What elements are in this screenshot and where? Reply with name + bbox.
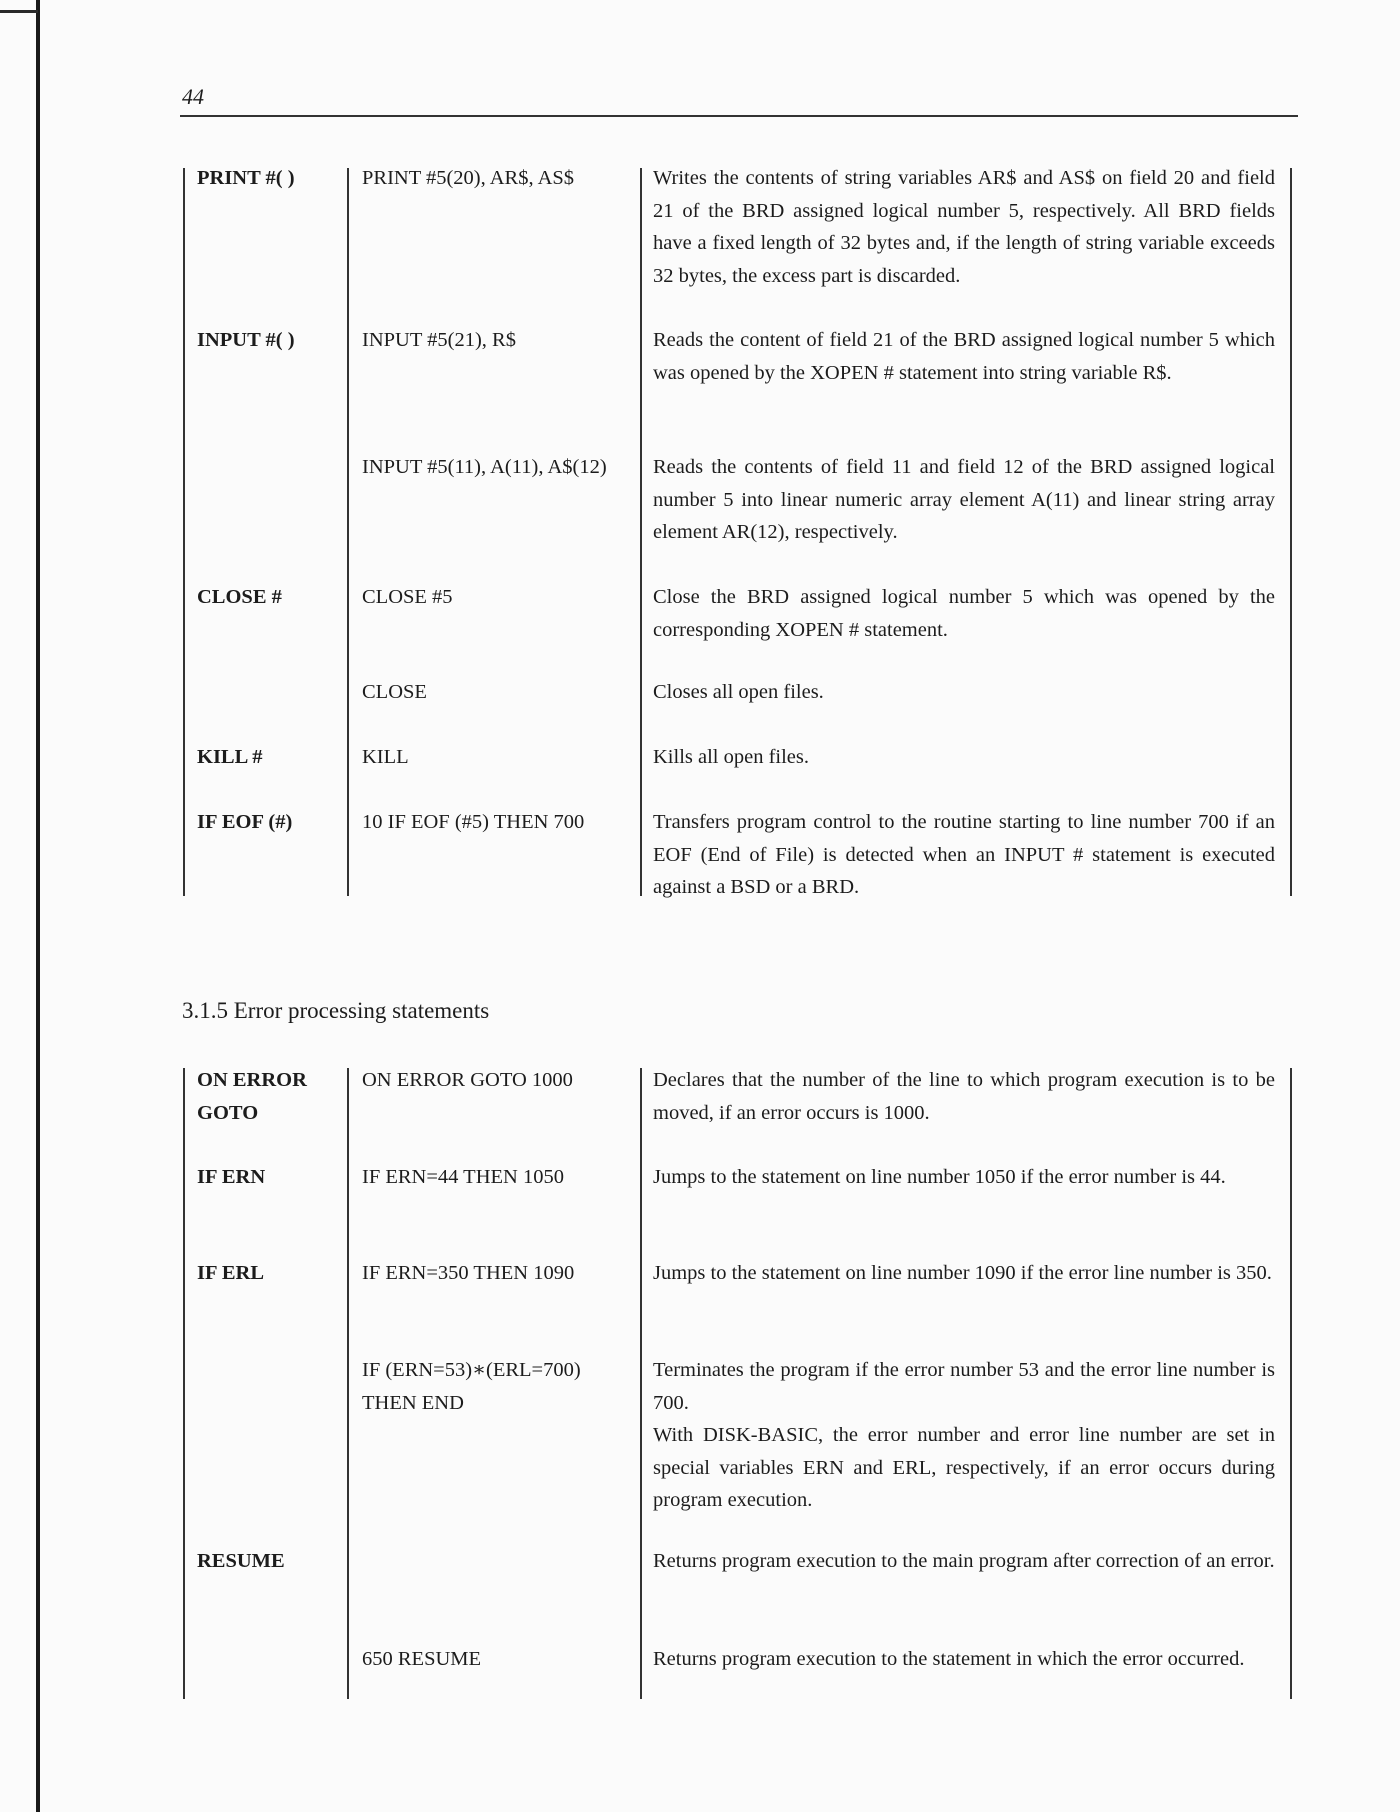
statement-cell: RESUME bbox=[197, 1550, 285, 1572]
section-title: 3.1.5 Error processing statements bbox=[182, 998, 490, 1023]
statement-cell: PRINT #( ) bbox=[197, 167, 295, 189]
description-cell: Returns program execution to the statement in which the error occurred. bbox=[653, 1648, 1245, 1670]
example-cell: ON ERROR GOTO 1000 bbox=[362, 1069, 573, 1091]
statement-cell: ON ERROR GOTO bbox=[197, 1069, 307, 1124]
description-cell: Declares that the number of the line to which program execution is to be moved, if an error occurs is 1000. bbox=[653, 1069, 1275, 1124]
statement-cell: CLOSE # bbox=[197, 586, 282, 608]
table-border-right-inner bbox=[640, 1068, 642, 1699]
description-cell: Transfers program control to the routine starting to line number 700 if an EOF (End of File) is detected when an INPUT # statement is executed against a BSD or a BRD. bbox=[653, 811, 1275, 898]
scan-edge bbox=[36, 0, 40, 1812]
example-cell: IF ERN=350 THEN 1090 bbox=[362, 1262, 575, 1284]
table-border-right bbox=[1290, 168, 1292, 896]
description-cell: Reads the content of field 21 of the BRD assigned logical number 5 which was opened by the XOPEN # statement into string variable R$. bbox=[653, 329, 1275, 384]
description-cell: Writes the contents of string variables AR$ and AS$ on field 20 and field 21 of the BRD assigned logical number 5, respectively. All BRD fields have a fixed length of 32 bytes and, if the length of string variable exceeds 32 bytes, the excess part is discarded. bbox=[653, 167, 1275, 287]
example-cell: PRINT #5(20), AR$, AS$ bbox=[362, 167, 575, 189]
statement-cell: INPUT #( ) bbox=[197, 329, 295, 351]
example-cell: INPUT #5(21), R$ bbox=[362, 329, 516, 351]
statement-cell: IF EOF (#) bbox=[197, 811, 293, 833]
description-cell: Kills all open files. bbox=[653, 746, 810, 768]
example-cell: INPUT #5(11), A(11), A$(12) bbox=[362, 456, 607, 478]
table-border-left bbox=[183, 1068, 185, 1699]
table-border-left bbox=[183, 168, 185, 896]
example-cell: CLOSE #5 bbox=[362, 586, 453, 608]
header-rule bbox=[180, 115, 1298, 117]
description-cell: Returns program execution to the main program after correction of an error. bbox=[653, 1550, 1275, 1572]
table-border-middle bbox=[347, 1068, 349, 1699]
table-border-right bbox=[1290, 1068, 1292, 1699]
statement-cell: KILL # bbox=[197, 746, 263, 768]
example-cell: KILL bbox=[362, 746, 409, 768]
description-cell: Reads the contents of field 11 and field 12 of the BRD assigned logical number 5 into linear numeric array element A(11) and linear string array element AR(12), respectively. bbox=[653, 456, 1275, 543]
description-cell: Jumps to the statement on line number 1090 if the error line number is 350. bbox=[653, 1262, 1272, 1284]
description-cell: Jumps to the statement on line number 1050 if the error number is 44. bbox=[653, 1166, 1226, 1188]
example-cell: 650 RESUME bbox=[362, 1648, 482, 1670]
scan-edge-mark bbox=[0, 0, 38, 18]
description-cell: Closes all open files. bbox=[653, 681, 824, 703]
page-number: 44 bbox=[182, 84, 204, 109]
statement-cell: IF ERL bbox=[197, 1262, 265, 1284]
description-cell: Terminates the program if the error number 53 and the error line number is 700. bbox=[653, 1359, 1275, 1414]
example-cell: IF (ERN=53)∗(ERL=700) THEN END bbox=[362, 1359, 581, 1414]
description-cell: Close the BRD assigned logical number 5 which was opened by the corresponding XOPEN # statement. bbox=[653, 586, 1275, 641]
table-border-middle bbox=[347, 168, 349, 896]
example-cell: 10 IF EOF (#5) THEN 700 bbox=[362, 811, 585, 833]
description-note: With DISK-BASIC, the error number and error line number are set in special variables ERN and ERL, respectively, if an error occurs during program execution. bbox=[653, 1424, 1275, 1511]
table-border-right-inner bbox=[640, 168, 642, 896]
example-cell: CLOSE bbox=[362, 681, 427, 703]
example-cell: IF ERN=44 THEN 1050 bbox=[362, 1166, 564, 1188]
statement-cell: IF ERN bbox=[197, 1166, 266, 1188]
